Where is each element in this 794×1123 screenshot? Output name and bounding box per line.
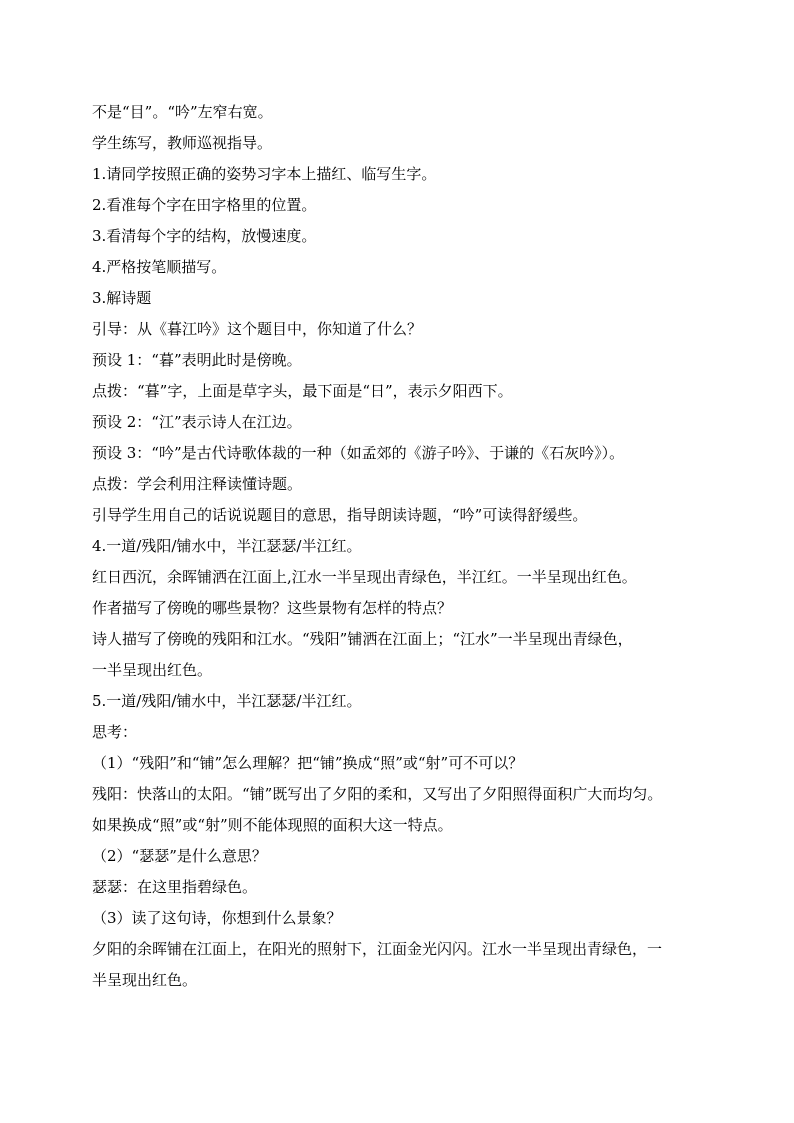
- section-heading: 3.解诗题: [92, 289, 152, 307]
- text-line: 诗人描写了傍晚的残阳和江水。“残阳”铺洒在江面上；“江水”一半呈现出青绿色，: [92, 630, 633, 648]
- text-line: 学生练写，教师巡视指导。: [92, 134, 273, 152]
- text-line: （2）“瑟瑟”是什么意思？: [92, 847, 267, 865]
- text-line: 预设 3：“吟”是古代诗歌体裁的一种（如孟郊的《游子吟》、于谦的《石灰吟》）。: [92, 444, 625, 462]
- text-line: 点拨：学会利用注释读懂诗题。: [92, 475, 303, 493]
- text-line: 2.看准每个字在田字格里的位置。: [92, 196, 317, 214]
- text-line: 1.请同学按照正确的姿势习字本上描红、临写生字。: [92, 165, 437, 183]
- text-line: 作者描写了傍晚的哪些景物？这些景物有怎样的特点？: [92, 599, 453, 617]
- text-line: （1）“残阳”和“铺”怎么理解？把“铺”换成“照”或“射”可不可以？: [92, 754, 524, 772]
- text-line: 3.看清每个字的结构，放慢速度。: [92, 227, 317, 245]
- document-body: [92, 97, 712, 996]
- text-line: 4.严格按笔顺描写。: [92, 258, 227, 276]
- text-line: 预设 2：“江”表示诗人在江边。: [92, 413, 302, 431]
- text-line: 残阳：快落山的太阳。“铺”既写出了夕阳的柔和，又写出了夕阳照得面积广大而均匀。: [92, 785, 663, 803]
- text-line: 如果换成“照”或“射”则不能体现照的面积大这一特点。: [92, 816, 453, 834]
- text-line: 引导：从《暮江吟》这个题目中，你知道了什么？: [92, 320, 423, 338]
- text-line: 预设 1：“暮”表明此时是傍晚。: [92, 351, 302, 369]
- text-line: 思考：: [92, 723, 138, 741]
- text-line: 红日西沉，余晖铺洒在江面上,江水一半呈现出青绿色，半江红。一半呈现出红色。: [92, 568, 637, 586]
- text-line: 瑟瑟：在这里指碧绿色。: [92, 878, 258, 896]
- section-heading: 5.一道/残阳/铺水中，半江瑟瑟/半江红。: [92, 692, 362, 710]
- section-heading: 4.一道/残阳/铺水中，半江瑟瑟/半江红。: [92, 537, 362, 555]
- text-line: 夕阳的余晖铺在江面上，在阳光的照射下，江面金光闪闪。江水一半呈现出青绿色，一: [92, 940, 663, 958]
- text-line: 引导学生用自己的话说说题目的意思，指导朗读诗题，“吟”可读得舒缓些。: [92, 506, 588, 524]
- text-line: 点拨：“暮”字，上面是草字头，最下面是“日”，表示夕阳西下。: [92, 382, 513, 400]
- text-line: （3）读了这句诗，你想到什么景象？: [92, 909, 342, 927]
- text-line: 半呈现出红色。: [92, 971, 198, 989]
- text-line: 不是“目”。“吟”左窄右宽。: [92, 103, 273, 121]
- text-line: 一半呈现出红色。: [92, 661, 213, 679]
